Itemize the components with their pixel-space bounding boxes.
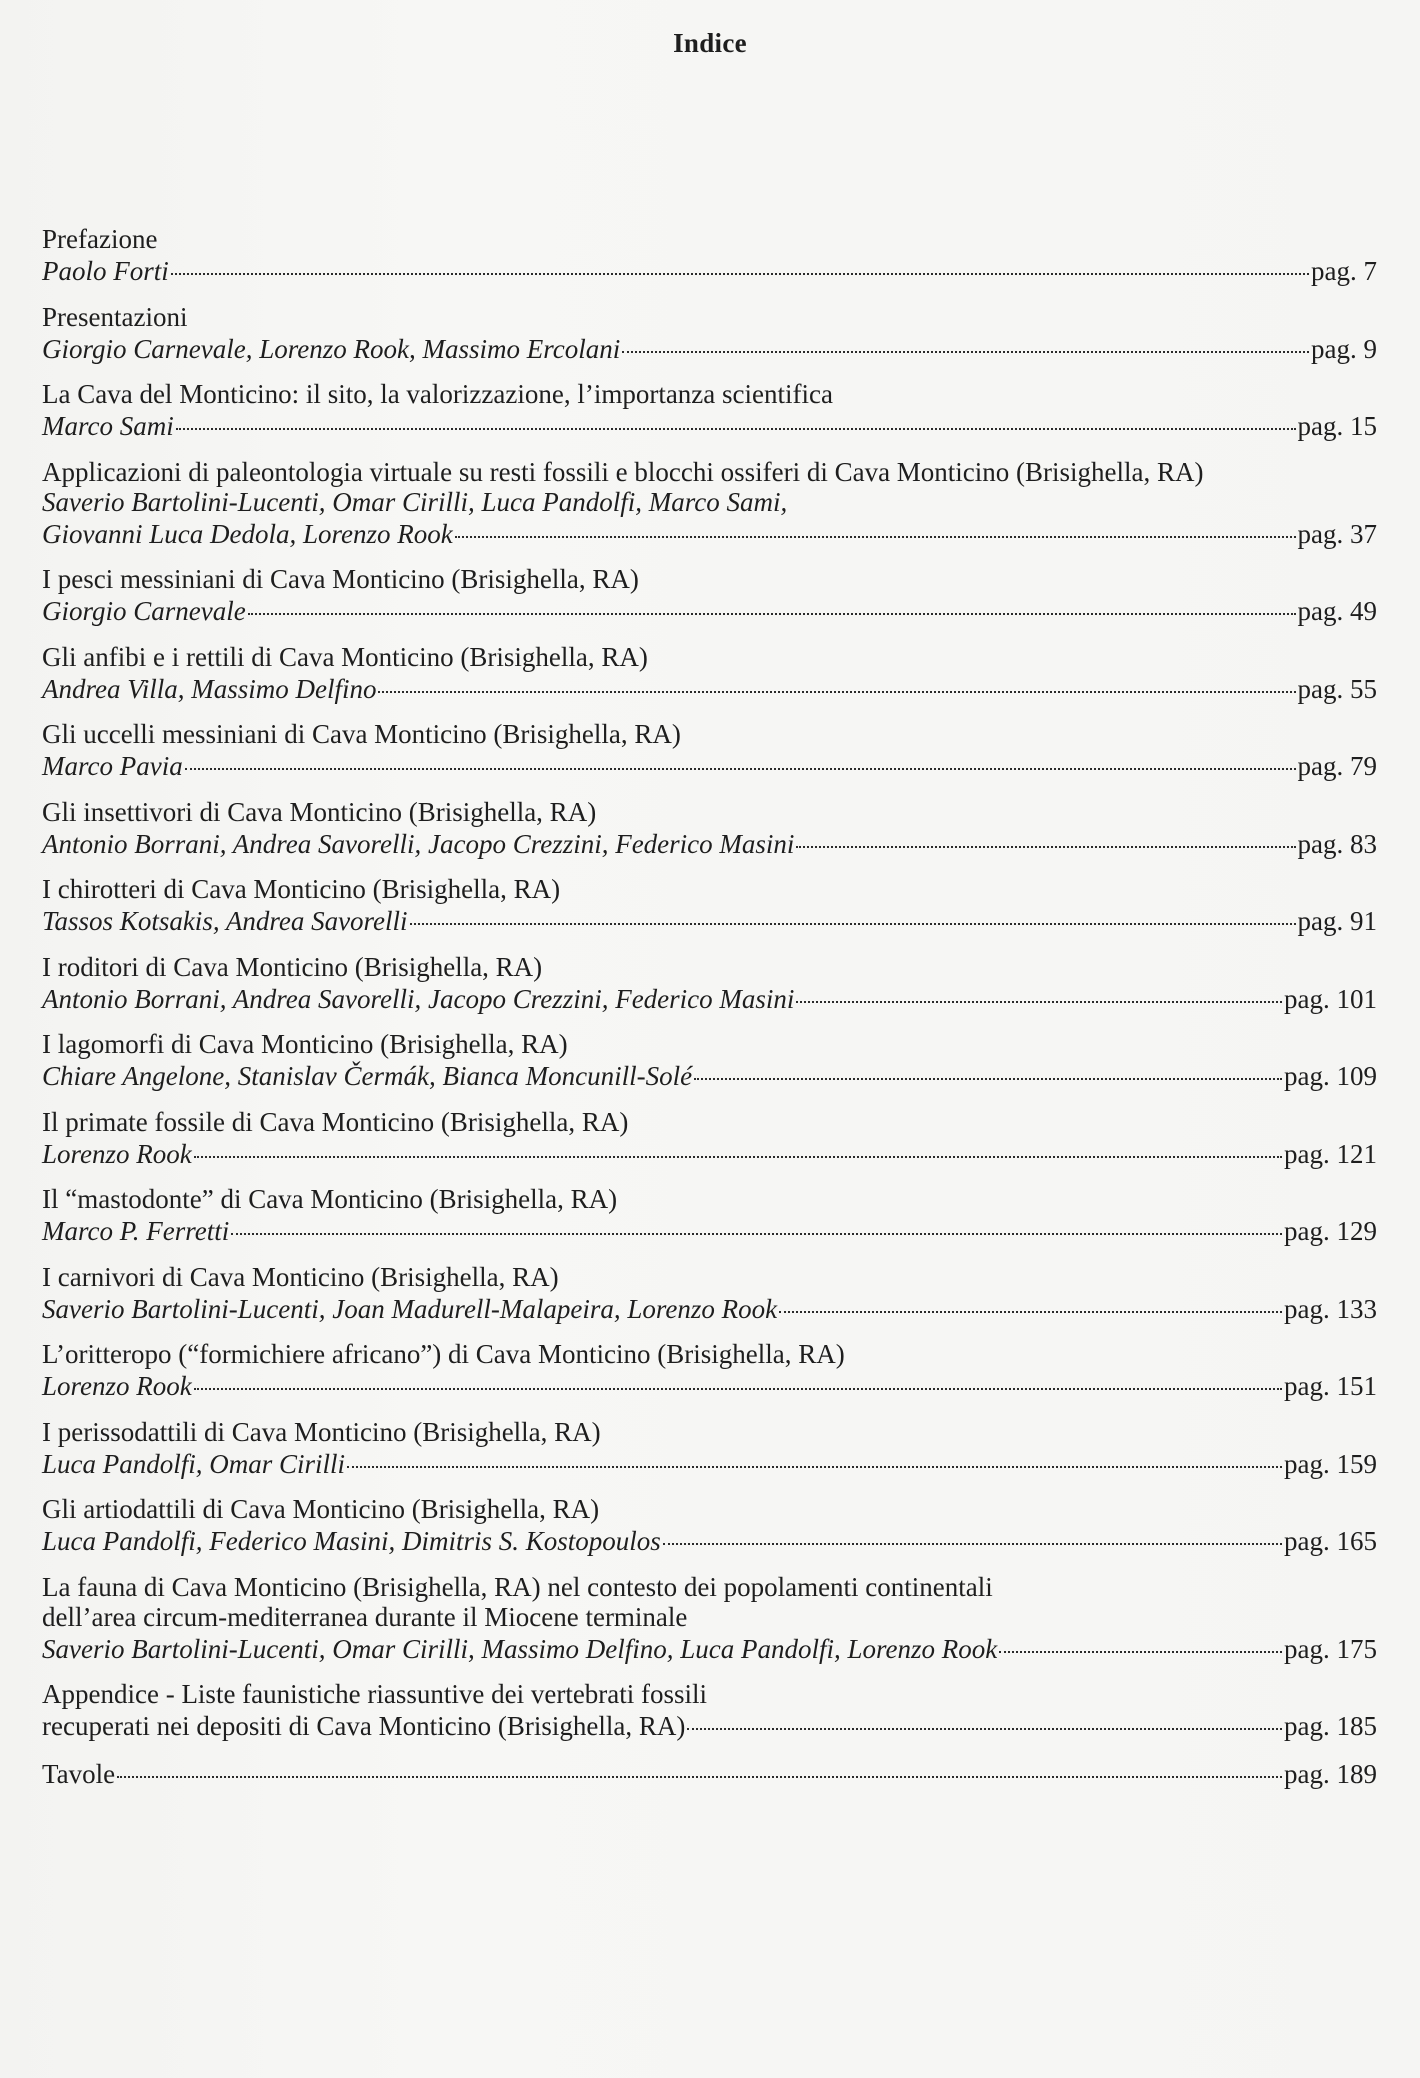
toc-entry xyxy=(42,1417,1377,1479)
dot-leader xyxy=(663,1519,1282,1545)
page-number: pag. 101 xyxy=(1284,983,1377,1014)
dot-leader xyxy=(117,1752,1282,1778)
toc-entry-authors: Lorenzo Rook xyxy=(42,1138,192,1169)
toc-entry-leader-line xyxy=(42,1369,1377,1401)
toc-entry-title: Il “mastodonte” di Cava Monticino (Brisighella, RA) xyxy=(42,1184,618,1214)
toc-entry-title: La fauna di Cava Monticino (Brisighella, RA) nel contesto dei popolamenti continentali xyxy=(42,1571,993,1602)
dot-leader xyxy=(455,512,1296,538)
page-number: pag. 7 xyxy=(1311,256,1377,286)
toc-entry-title: I chirotteri di Cava Monticino (Brisighella, RA) xyxy=(42,874,561,904)
toc-entry-title: Presentazioni xyxy=(42,301,188,332)
toc-entry-leader-line xyxy=(42,1292,1377,1324)
toc-entry-leader-line xyxy=(42,1524,1377,1556)
toc-entry xyxy=(42,564,1377,626)
dot-leader xyxy=(185,744,1296,770)
toc-entry-authors: Saverio Bartolini-Lucenti, Omar Cirilli, Massimo Delfino, Luca Pandolfi, Lorenzo Rook xyxy=(42,1633,998,1664)
dot-leader xyxy=(176,404,1296,430)
toc-entry-authors: Antonio Borrani, Andrea Savorelli, Jacopo Crezzini, Federico Masini xyxy=(42,983,795,1014)
dot-leader xyxy=(194,1364,1282,1390)
page-number: pag. 129 xyxy=(1284,1216,1377,1246)
dot-leader xyxy=(694,1054,1282,1080)
toc-entry-authors: Giovanni Luca Dedola, Lorenzo Rook xyxy=(42,518,453,549)
page-number: pag. 159 xyxy=(1284,1448,1377,1479)
toc-entry xyxy=(42,952,1377,1014)
toc-entry-leader-line xyxy=(42,517,1377,549)
dot-leader xyxy=(248,589,1296,615)
toc-entry-leader-line xyxy=(42,1632,1377,1664)
dot-leader xyxy=(231,1209,1282,1235)
toc-entry-authors: Luca Pandolfi, Federico Masini, Dimitris S. Kostopoulos xyxy=(42,1526,661,1556)
toc-entry-authors: Lorenzo Rook xyxy=(42,1371,192,1401)
toc-entry-title: Il primate fossile di Cava Monticino (Brisighella, RA) xyxy=(42,1106,629,1137)
toc-entry-title: L’oritteropo (“formichiere africano”) di Cava Monticino (Brisighella, RA) xyxy=(42,1339,845,1369)
toc-entry-authors: Antonio Borrani, Andrea Savorelli, Jacopo Crezzini, Federico Masini xyxy=(42,828,795,859)
dot-leader xyxy=(687,1704,1282,1730)
dot-leader xyxy=(796,977,1282,1003)
toc-entry xyxy=(42,1572,1377,1664)
toc-entry xyxy=(42,379,1377,441)
dot-leader xyxy=(622,327,1309,353)
toc-entry xyxy=(42,719,1377,781)
page-number: pag. 49 xyxy=(1297,596,1377,626)
toc-entry-leader-line xyxy=(42,827,1377,859)
toc-entry xyxy=(42,224,1377,286)
toc-entry-title: Gli insettivori di Cava Monticino (Brisighella, RA) xyxy=(42,796,597,827)
toc-entry xyxy=(42,1107,1377,1169)
dot-leader xyxy=(194,1132,1282,1158)
toc-entry xyxy=(42,1339,1377,1401)
toc-entry-authors: Paolo Forti xyxy=(42,256,169,286)
toc-entry-title: I lagomorfi di Cava Monticino (Brisighella, RA) xyxy=(42,1029,568,1059)
toc-entry-authors: Chiare Angelone, Stanislav Čermák, Bianca Moncunill-Solé xyxy=(42,1061,693,1091)
dot-leader xyxy=(171,249,1309,275)
page-number: pag. 55 xyxy=(1297,673,1377,704)
toc-entry-authors: Saverio Bartolini-Lucenti, Omar Cirilli, Luca Pandolfi, Marco Sami, xyxy=(42,486,788,517)
table-of-contents xyxy=(42,224,1377,1804)
toc-entry xyxy=(42,797,1377,859)
toc-entry-leader-line xyxy=(42,409,1377,441)
toc-entry-title: Gli artiodattili di Cava Monticino (Brisighella, RA) xyxy=(42,1494,600,1524)
toc-entry xyxy=(42,1757,1377,1789)
toc-entry xyxy=(42,642,1377,704)
toc-entry-authors: Giorgio Carnevale, Lorenzo Rook, Massimo Ercolani xyxy=(42,333,621,364)
page-number: pag. 175 xyxy=(1284,1633,1377,1664)
toc-entry xyxy=(42,1679,1377,1741)
page-number: pag. 9 xyxy=(1311,333,1377,364)
toc-entry-title: recuperati nei depositi di Cava Monticino (Brisighella, RA) xyxy=(42,1711,686,1741)
page-number: pag. 83 xyxy=(1297,828,1377,859)
toc-entry-title: Appendice - Liste faunistiche riassuntive dei vertebrati fossili xyxy=(42,1679,708,1709)
toc-entry-title: I pesci messiniani di Cava Monticino (Brisighella, RA) xyxy=(42,564,639,594)
toc-entry-leader-line xyxy=(42,1214,1377,1246)
page-number: pag. 185 xyxy=(1284,1711,1377,1741)
toc-entry xyxy=(42,1262,1377,1324)
toc-entry xyxy=(42,874,1377,936)
toc-entry-leader-line xyxy=(42,1757,1377,1789)
toc-entry-leader-line xyxy=(42,1447,1377,1479)
toc-entry-title: Gli anfibi e i rettili di Cava Monticino (Brisighella, RA) xyxy=(42,641,648,672)
dot-leader xyxy=(999,1627,1282,1653)
toc-entry-leader-line xyxy=(42,1709,1377,1741)
toc-entry xyxy=(42,1494,1377,1556)
toc-entry xyxy=(42,1184,1377,1246)
toc-entry-leader-line xyxy=(42,672,1377,704)
toc-entry-title: Gli uccelli messiniani di Cava Monticino (Brisighella, RA) xyxy=(42,719,681,749)
dot-leader xyxy=(796,822,1295,848)
page-title: Indice xyxy=(673,28,747,58)
page-number: pag. 121 xyxy=(1284,1138,1377,1169)
page-number: pag. 79 xyxy=(1297,751,1377,781)
toc-entry-title: I carnivori di Cava Monticino (Brisighella, RA) xyxy=(42,1261,559,1292)
toc-entry-title: La Cava del Monticino: il sito, la valorizzazione, l’importanza scientifica xyxy=(42,379,833,409)
toc-entry-authors: Tassos Kotsakis, Andrea Savorelli xyxy=(42,906,408,936)
toc-entry-title: Applicazioni di paleontologia virtuale su resti fossili e blocchi ossiferi di Cava Monticino (Brisighella, RA) xyxy=(42,456,1204,487)
dot-leader xyxy=(410,899,1296,925)
page-number: pag. 37 xyxy=(1297,518,1377,549)
toc-entry-leader-line xyxy=(42,982,1377,1014)
toc-entry-leader-line xyxy=(42,904,1377,936)
dot-leader xyxy=(347,1442,1282,1468)
toc-entry-authors: Marco P. Ferretti xyxy=(42,1216,230,1246)
dot-leader xyxy=(779,1287,1282,1313)
page-number: pag. 133 xyxy=(1284,1293,1377,1324)
toc-entry-authors: Giorgio Carnevale xyxy=(42,596,246,626)
toc-entry-authors: Luca Pandolfi, Omar Cirilli xyxy=(42,1448,346,1479)
toc-entry-leader-line xyxy=(42,332,1377,364)
dot-leader xyxy=(378,667,1295,693)
toc-entry xyxy=(42,457,1377,549)
page-number: pag. 109 xyxy=(1284,1061,1377,1091)
page-number: pag. 189 xyxy=(1284,1758,1377,1789)
toc-entry-leader-line xyxy=(42,594,1377,626)
toc-entry xyxy=(42,1029,1377,1091)
toc-entry-title: I roditori di Cava Monticino (Brisighella, RA) xyxy=(42,951,543,982)
toc-entry-leader-line xyxy=(42,1137,1377,1169)
toc-entry xyxy=(42,302,1377,364)
toc-entry-leader-line xyxy=(42,749,1377,781)
page-number: pag. 151 xyxy=(1284,1371,1377,1401)
toc-entry-authors: Saverio Bartolini-Lucenti, Joan Madurell-Malapeira, Lorenzo Rook xyxy=(42,1293,778,1324)
page-number: pag. 165 xyxy=(1284,1526,1377,1556)
toc-entry-title: Prefazione xyxy=(42,224,158,254)
toc-entry-authors: Marco Sami xyxy=(42,411,174,441)
toc-entry-leader-line xyxy=(42,1059,1377,1091)
toc-entry-leader-line xyxy=(42,254,1377,286)
toc-entry-title: I perissodattili di Cava Monticino (Brisighella, RA) xyxy=(42,1416,601,1447)
page-number: pag. 91 xyxy=(1297,906,1377,936)
toc-entry-authors: Marco Pavia xyxy=(42,751,183,781)
toc-entry-title: Tavole xyxy=(42,1758,116,1789)
toc-entry-title: dell’area circum-mediterranea durante il Miocene terminale xyxy=(42,1601,688,1632)
toc-entry-authors: Andrea Villa, Massimo Delfino xyxy=(42,673,377,704)
page-number: pag. 15 xyxy=(1297,411,1377,441)
